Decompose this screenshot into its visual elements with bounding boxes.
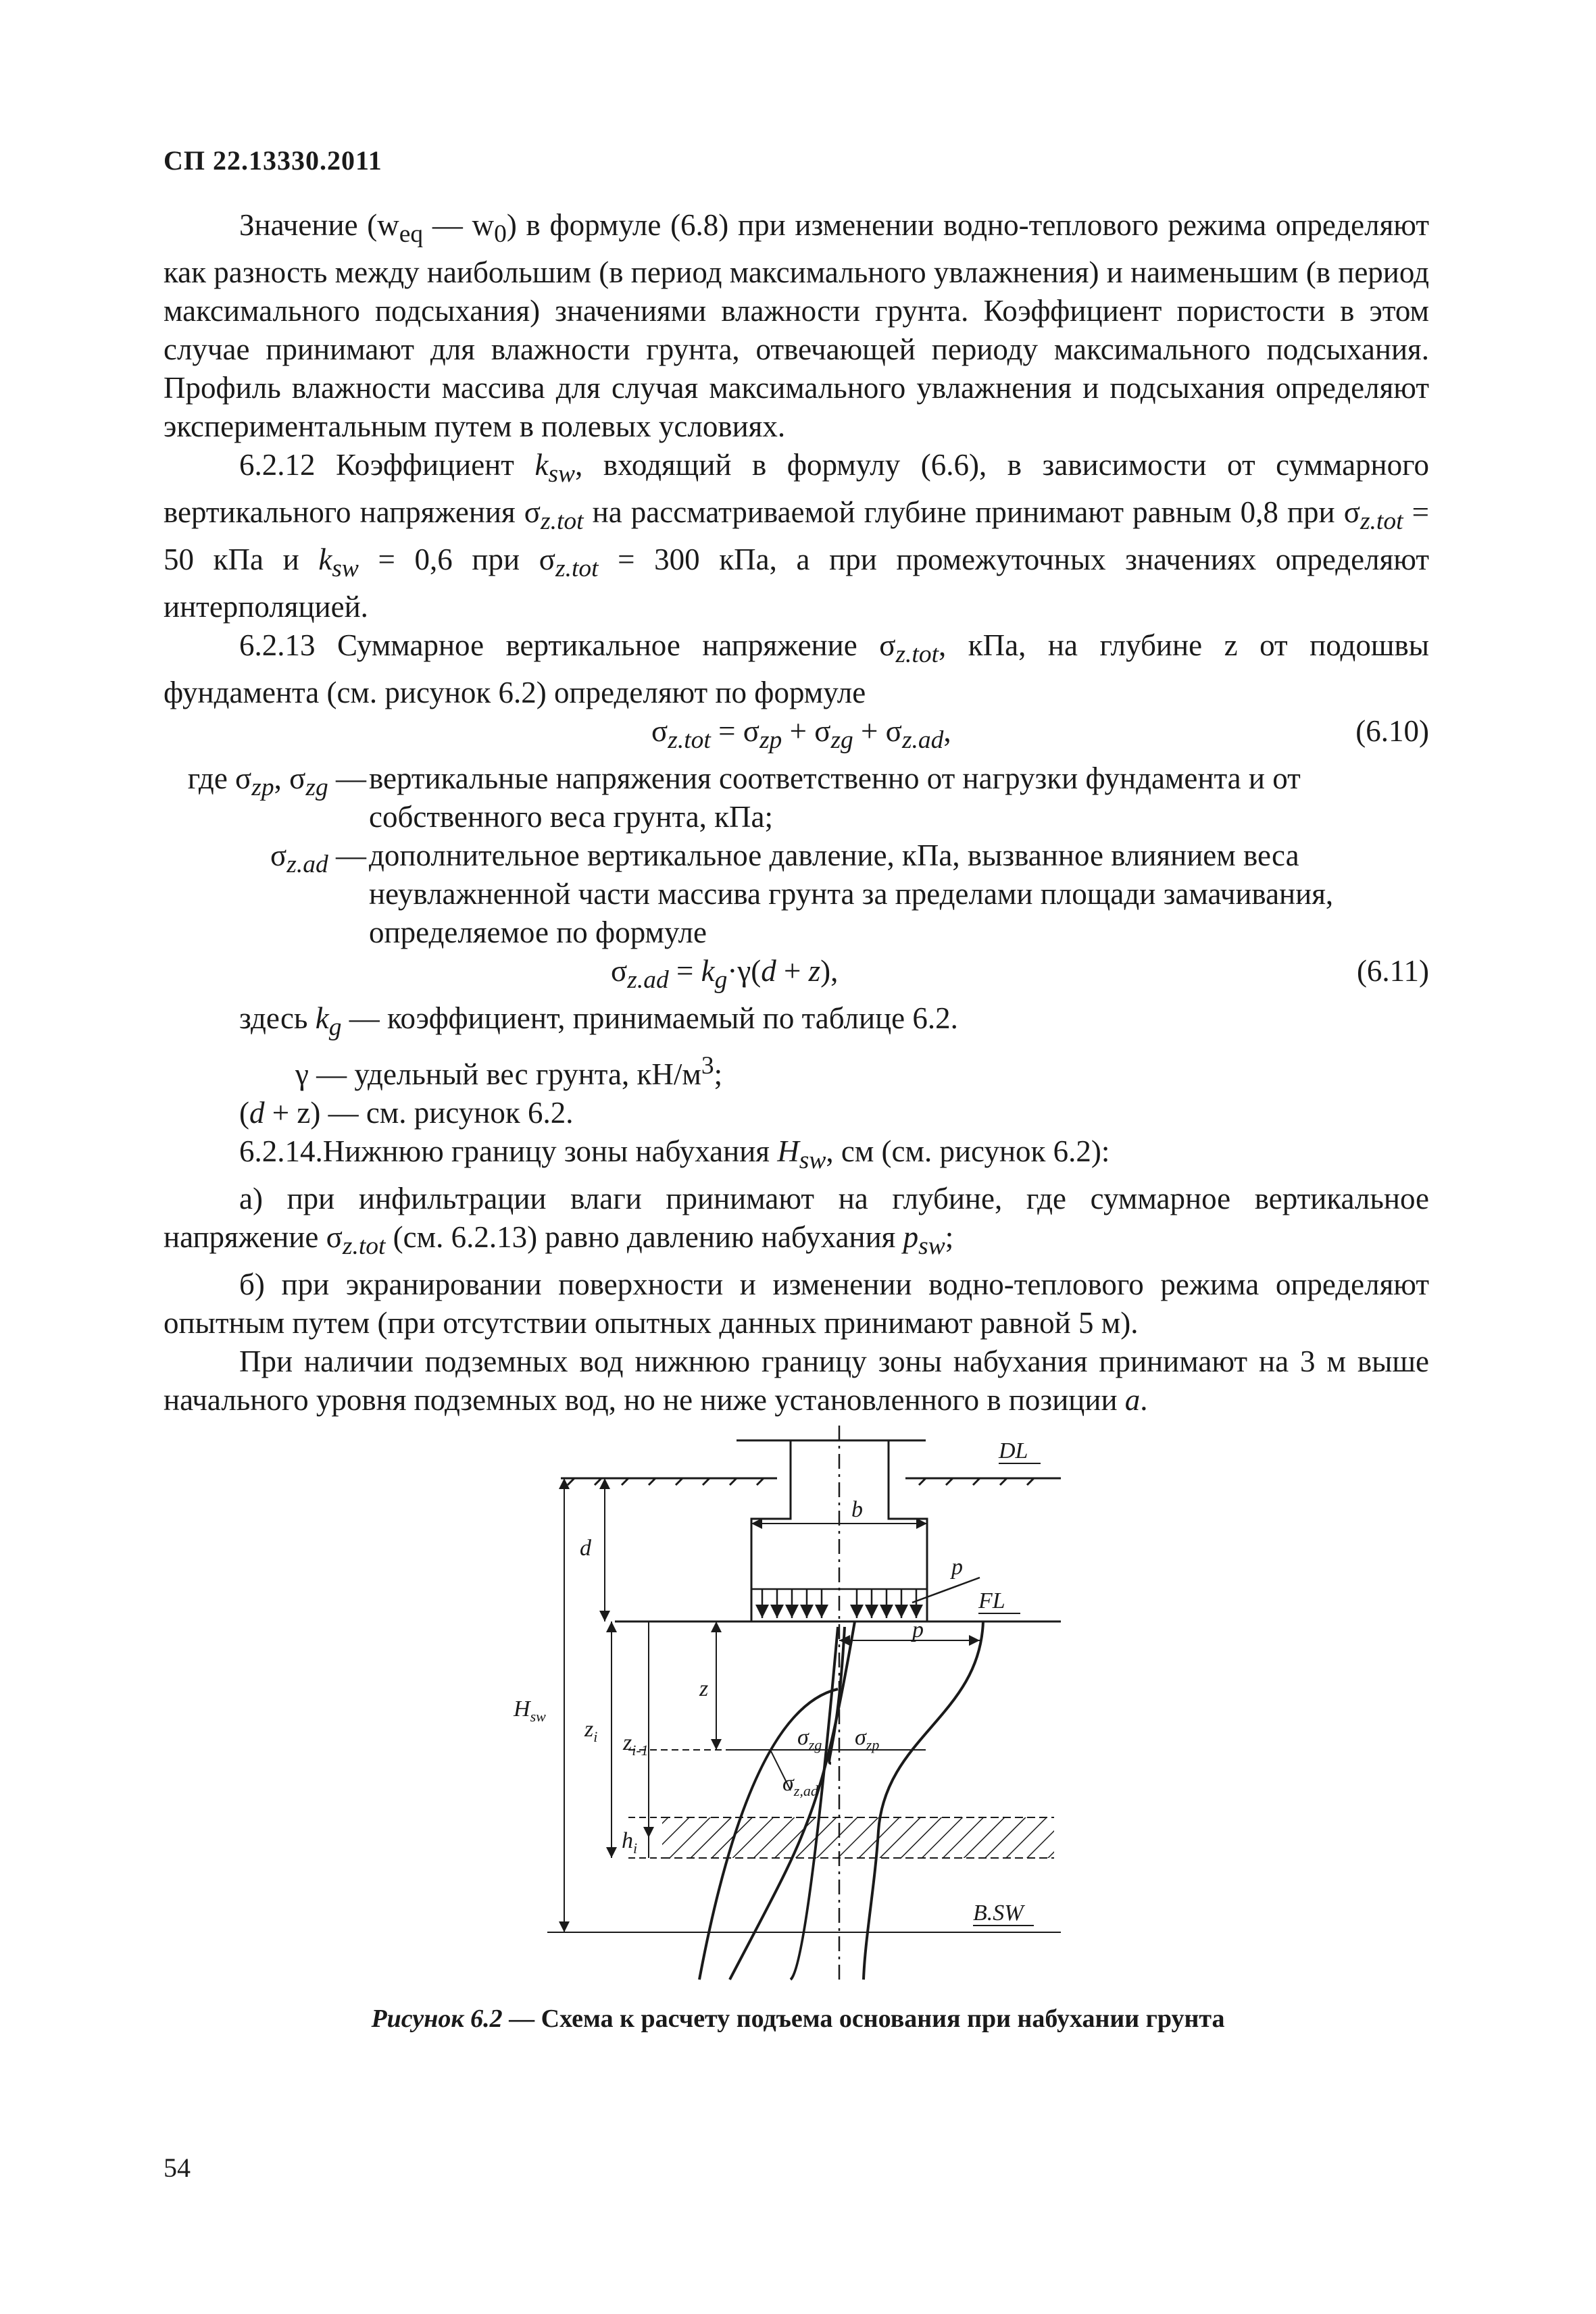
label-fl: FL	[978, 1588, 1005, 1613]
formula-expression: $\sigma_{z.tot} = \sigma_{zp} + \sigma_{zg} + \sigma_{z.ad}$,	[651, 714, 951, 754]
layer-hatch	[662, 1817, 1054, 1858]
page-number: 54	[164, 2153, 191, 2183]
label-p-stress: p	[912, 1617, 924, 1642]
label-dl: DL	[999, 1438, 1028, 1463]
label-d: d	[580, 1536, 591, 1561]
formula-6-11	[164, 952, 1429, 999]
where-term: $\sigma_{z.ad}$ —	[270, 838, 366, 878]
paragraph-6-2-12: 6.2.12 Коэффициент $k_{sw}$, входящий в формулу (6.6), в зависимости от суммарного вертикального напряжения $\sigma_{z.tot}$ на рассматриваемой глубине принимают равным 0,8 при $\sigma_{z.tot} = 50$ кПа и $k_{sw} = 0,6$ при $\sigma_{z.tot} = 300$ кПа, а при промежуточных значениях определяют интерполяцией.	[164, 448, 1429, 624]
where-description: вертикальные напряжения соответственно от нагрузки фундамента и от собственного веса грунта, кПа;	[369, 761, 1301, 834]
where-item	[164, 759, 1429, 836]
ground-line-dl	[561, 1478, 1061, 1485]
label-p-load: p	[951, 1555, 963, 1580]
caption-number: Рисунок 6.2	[371, 2005, 503, 2033]
label-bsw: B.SW	[973, 1901, 1024, 1926]
figure-6-2	[514, 1412, 1115, 1986]
label-hi: $h_i$	[622, 1828, 638, 1857]
label-sigma-zp: $\sigma_{zp}$	[855, 1725, 880, 1753]
label-z: z	[699, 1676, 709, 1701]
foundation	[737, 1440, 927, 1621]
where-description: дополнительное вертикальное давление, кПа, вызванное влиянием веса неувлажненной части массива грунта за пределами площади замачивания, определяемое по формуле	[369, 838, 1334, 949]
label-sigma-zad: $\sigma_{z,ad}$	[782, 1771, 818, 1799]
label-sigma-zg: $\sigma_{zg}$	[797, 1725, 822, 1753]
here-gamma: γ — удельный вес грунта, $кН/м^3$;	[295, 1052, 723, 1091]
document-body	[164, 206, 1429, 1419]
here-kg: здесь $k_g$ — коэффициент, принимаемый по таблице 6.2.	[239, 1001, 958, 1041]
formula-number: (6.11)	[1356, 954, 1429, 988]
swelling-diagram	[514, 1412, 1115, 1986]
formula-expression: $\sigma_{z.ad} = k_g\cdot\gamma(d + z)$,	[611, 954, 839, 994]
where-item	[164, 836, 1429, 952]
label-b: b	[851, 1497, 863, 1522]
dimension-lines	[547, 1478, 1061, 1932]
label-hsw: $H_{sw}$	[514, 1696, 546, 1725]
figure-caption	[0, 2004, 1596, 2034]
where-list	[164, 759, 1429, 952]
stress-curves	[699, 1621, 983, 1980]
formula-number: (6.10)	[1355, 714, 1429, 748]
paragraph-groundwater: При наличии подземных вод нижнюю границу зоны набухания принимают на 3 м выше начального уровня подземных вод, но не ниже установленного в позиции а.	[164, 1344, 1429, 1417]
caption-text: — Схема к расчету подъема основания при набухании грунта	[502, 2005, 1225, 2033]
paragraph-item-a: а) при инфильтрации влаги принимают на глубине, где суммарное вертикальное напряжение $\sigma_{z.tot}$ (см. 6.2.13) равно давлению набухания $p_{sw}$;	[164, 1182, 1429, 1260]
paragraph-item-b: б) при экранировании поверхности и изменении водно-теплового режима определяют опытным путем (при отсутствии опытных данных принимают равной 5 м).	[164, 1267, 1429, 1340]
label-zi-1: $z_{i-1}$	[623, 1730, 649, 1759]
paragraph-moisture: Значение ($w_{eq}$ — $w_0$) в формуле (6.8) при изменении водно-теплового режима определяют как разность между наибольшим (в период максимального увлажнения) и наименьшим (в период максимального подсыхания) значениями влажности грунта. Коэффициент пористости в этом случае принимают для влажности грунта, отвечающей периоду максимального подсыхания. Профиль влажности массива для случая максимального увлажнения и подсыхания определяют экспериментальным путем в полевых условиях.	[164, 208, 1429, 443]
paragraph-6-2-14: 6.2.14.Нижнюю границу зоны набухания $H_{sw}$, см (см. рисунок 6.2):	[239, 1134, 1110, 1174]
paragraph-6-2-13: 6.2.13 Суммарное вертикальное напряжение $\sigma_{z.tot}$, кПа, на глубине z от подошвы фундамента (см. рисунок 6.2) определяют по формуле	[164, 628, 1429, 709]
label-zi: $z_i$	[584, 1717, 598, 1745]
load-arrows	[751, 1578, 980, 1618]
formula-6-10	[164, 712, 1429, 759]
document-code: СП 22.13330.2011	[164, 145, 382, 176]
where-term: где $\sigma_{zp}$, $\sigma_{zg}$ —	[187, 761, 366, 801]
here-d-z: (d + z) — см. рисунок 6.2.	[239, 1096, 574, 1130]
